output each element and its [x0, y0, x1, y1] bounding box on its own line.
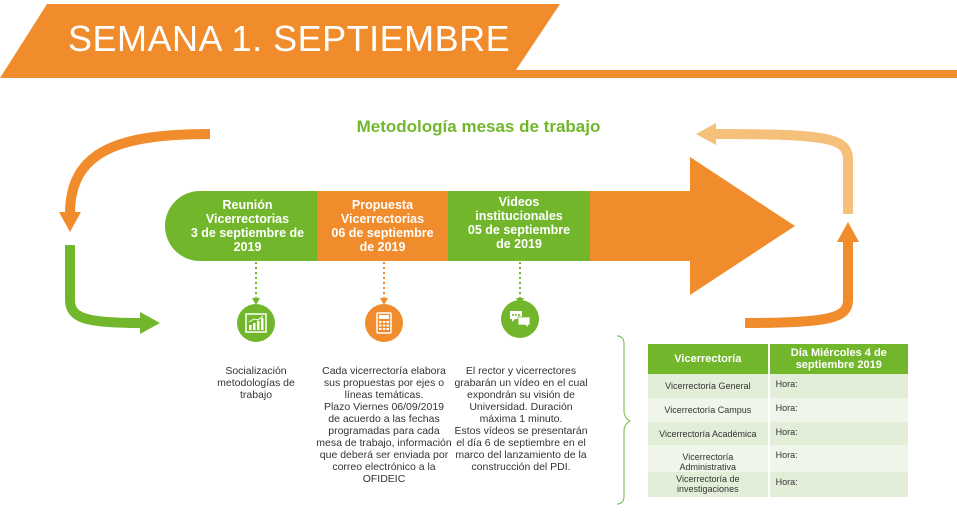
table-row: Vicerrectoría Académica Hora: [648, 422, 908, 445]
stage-2-label: Propuesta Vicerrectorias 06 de septiembre de 2019 [331, 198, 434, 254]
left-green-arrow [70, 245, 140, 323]
stage-3-description: El rector y vicerrectores grabarán un vídeo en el cual expondrán su visión de Universidad. Duración máxima 1 minuto. Estos vídeos se presentarán el día 6 de septiembre en el marco del lanzamiento de la construcción del PDI. [454, 365, 588, 473]
table-row: Vicerrectoría General Hora: [648, 374, 908, 398]
chart-icon [237, 304, 275, 342]
table-bracket [617, 336, 630, 504]
diagram-title: Metodología mesas de trabajo [356, 117, 601, 136]
page-title: SEMANA 1. SEPTIEMBRE [68, 18, 511, 59]
table-row: Vicerrectoría Campus Hora: [648, 398, 908, 422]
stage-2-description: Cada vicerrectoría elabora sus propuestas por ejes o líneas temáticas. Plazo Viernes 06/09/2019 de acuerdo a las fechas programadas para cada mesa de trabajo, información que deberá ser enviada por correo electrónico a la OFIDEIC [316, 365, 452, 485]
stage-1-label: Reunión Vicerrectorias 3 de septiembre de 2019 [190, 198, 305, 254]
chat-icon [501, 300, 539, 338]
table-header-vicerrectoria: Vicerrectoría [648, 344, 769, 374]
stage-3-label: Videos institucionales 05 de septiembre de 2019 [467, 195, 571, 251]
table-row: Vicerrectoría Administrativa Hora: [648, 445, 908, 472]
right-orange-arrow [745, 240, 848, 323]
table-header-date: Día Miércoles 4 de septiembre 2019 [769, 344, 908, 374]
vice-rectorship-table [648, 344, 908, 497]
table-row: Vicerrectoría de investigaciones Hora: [648, 472, 908, 497]
timeline-arrow [585, 157, 795, 295]
calculator-icon [365, 304, 403, 342]
stage-1-description: Socialización metodologías de trabajo [217, 365, 295, 401]
